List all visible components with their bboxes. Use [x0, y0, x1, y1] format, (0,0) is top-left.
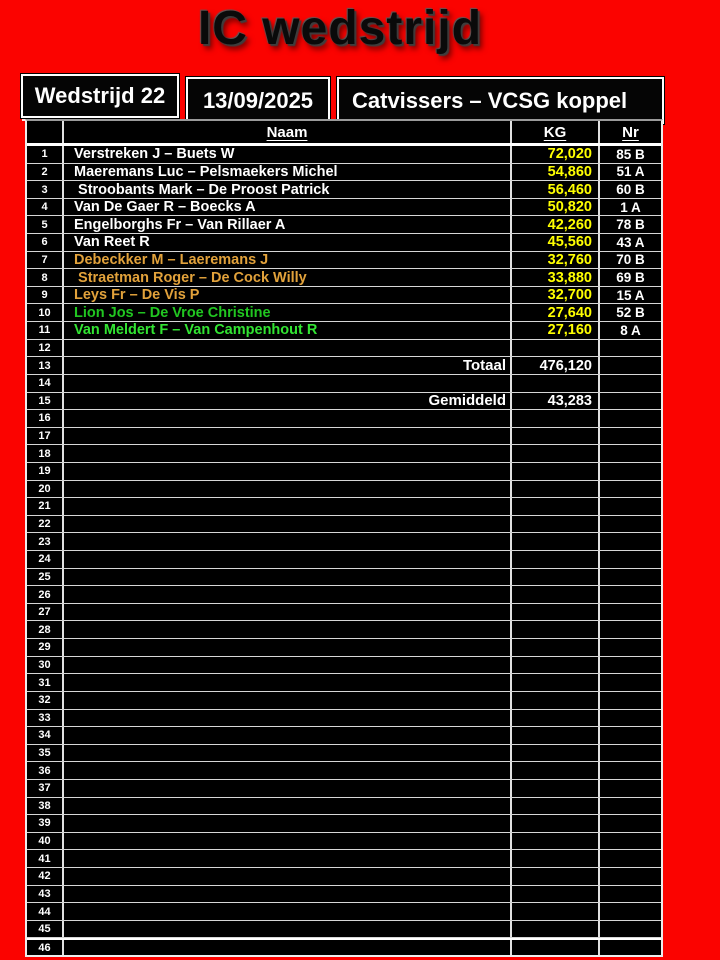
table-row — [27, 269, 661, 287]
kg-cell: 27,640 — [512, 304, 600, 321]
row-number-cell: 41 — [27, 850, 64, 867]
kg-cell — [512, 586, 600, 603]
kg-cell — [512, 727, 600, 744]
kg-cell: 50,820 — [512, 199, 600, 216]
name-cell — [64, 604, 512, 621]
row-number-cell: 30 — [27, 657, 64, 674]
name-cell — [64, 621, 512, 638]
name-cell — [64, 868, 512, 885]
kg-cell — [512, 445, 600, 462]
table-row — [27, 745, 661, 763]
row-number-cell: 22 — [27, 516, 64, 533]
nr-cell — [600, 903, 661, 920]
name-cell — [64, 410, 512, 427]
kg-cell: 43,283 — [512, 393, 600, 410]
nr-cell — [600, 586, 661, 603]
nr-cell — [600, 410, 661, 427]
row-number-cell: 14 — [27, 375, 64, 392]
table-row — [27, 621, 661, 639]
table-row — [27, 533, 661, 551]
nr-cell — [600, 604, 661, 621]
name-cell — [64, 780, 512, 797]
name-cell: Lion Jos – De Vroe Christine — [64, 304, 512, 321]
table-row — [27, 762, 661, 780]
table-row — [27, 322, 661, 340]
nr-cell — [600, 850, 661, 867]
name-cell: Van Reet R — [64, 234, 512, 251]
table-row — [27, 551, 661, 569]
row-number-cell: 3 — [27, 181, 64, 198]
kg-cell: 45,560 — [512, 234, 600, 251]
kg-cell: 56,460 — [512, 181, 600, 198]
nr-cell — [600, 428, 661, 445]
nr-cell: 51 A — [616, 164, 645, 180]
kg-cell — [512, 569, 600, 586]
kg-cell — [512, 710, 600, 727]
name-cell — [64, 850, 512, 867]
table-row — [27, 798, 661, 816]
row-number-cell: 42 — [27, 868, 64, 885]
kg-cell — [512, 551, 600, 568]
kg-cell — [512, 762, 600, 779]
header-nr: Nr — [622, 123, 639, 141]
row-number-cell: 31 — [27, 674, 64, 691]
table-row — [27, 815, 661, 833]
nr-cell — [600, 868, 661, 885]
row-number-cell: 4 — [27, 199, 64, 216]
row-number-cell: 27 — [27, 604, 64, 621]
row-number-cell: 13 — [27, 357, 64, 374]
kg-cell — [512, 516, 600, 533]
table-row — [27, 938, 661, 956]
name-cell — [64, 463, 512, 480]
table-row — [27, 357, 661, 375]
table-row — [27, 586, 661, 604]
row-number-cell: 28 — [27, 621, 64, 638]
row-number-cell: 6 — [27, 234, 64, 251]
name-cell — [64, 921, 512, 938]
results-table — [25, 119, 663, 957]
table-row — [27, 463, 661, 481]
name-cell — [64, 498, 512, 515]
header-rownum — [27, 121, 64, 143]
row-number-cell: 8 — [27, 269, 64, 286]
table-row — [27, 674, 661, 692]
table-row — [27, 516, 661, 534]
name-cell — [64, 375, 512, 392]
table-row — [27, 287, 661, 305]
kg-cell — [512, 850, 600, 867]
name-cell — [64, 674, 512, 691]
kg-cell: 32,700 — [512, 287, 600, 304]
kg-cell: 42,260 — [512, 216, 600, 233]
kg-cell — [512, 780, 600, 797]
name-cell: Verstreken J – Buets W — [64, 146, 512, 163]
nr-cell — [600, 357, 661, 374]
row-number-cell: 21 — [27, 498, 64, 515]
name-cell: Straetman Roger – De Cock Willy — [64, 269, 512, 286]
kg-cell: 32,760 — [512, 252, 600, 269]
row-number-cell: 45 — [27, 921, 64, 938]
kg-cell — [512, 798, 600, 815]
row-number-cell: 5 — [27, 216, 64, 233]
kg-cell — [512, 815, 600, 832]
name-cell: Van De Gaer R – Boecks A — [64, 199, 512, 216]
row-number-cell: 26 — [27, 586, 64, 603]
table-row — [27, 833, 661, 851]
name-cell — [64, 569, 512, 586]
row-number-cell: 20 — [27, 481, 64, 498]
kg-cell — [512, 498, 600, 515]
kg-cell — [512, 410, 600, 427]
row-number-cell: 25 — [27, 569, 64, 586]
name-cell — [64, 428, 512, 445]
table-row — [27, 780, 661, 798]
row-number-cell: 33 — [27, 710, 64, 727]
name-cell: Maeremans Luc – Pelsmaekers Michel — [64, 164, 512, 181]
name-cell: Van Meldert F – Van Campenhout R — [64, 322, 512, 339]
nr-cell: 78 B — [616, 217, 645, 233]
name-cell — [64, 903, 512, 920]
nr-cell — [600, 674, 661, 691]
nr-cell — [600, 940, 661, 955]
nr-cell — [600, 463, 661, 480]
row-number-cell: 38 — [27, 798, 64, 815]
kg-cell — [512, 692, 600, 709]
row-number-cell: 44 — [27, 903, 64, 920]
table-row — [27, 692, 661, 710]
name-cell — [64, 762, 512, 779]
nr-cell — [600, 921, 661, 938]
name-cell — [64, 340, 512, 357]
nr-cell — [600, 621, 661, 638]
nr-cell: 1 A — [620, 199, 641, 215]
nr-cell — [600, 886, 661, 903]
kg-cell — [512, 674, 600, 691]
table-row — [27, 657, 661, 675]
nr-cell — [600, 745, 661, 762]
name-cell — [64, 745, 512, 762]
table-row — [27, 252, 661, 270]
table-row — [27, 727, 661, 745]
row-number-cell: 11 — [27, 322, 64, 339]
nr-cell — [600, 551, 661, 568]
nr-cell — [600, 516, 661, 533]
name-cell: Totaal — [64, 357, 512, 374]
kg-cell: 476,120 — [512, 357, 600, 374]
nr-cell: 69 B — [616, 270, 645, 286]
kg-cell — [512, 340, 600, 357]
club-event-box — [337, 77, 664, 124]
nr-cell — [600, 727, 661, 744]
name-cell: Leys Fr – De Vis P — [64, 287, 512, 304]
nr-cell — [600, 833, 661, 850]
row-number-cell: 17 — [27, 428, 64, 445]
table-row — [27, 393, 661, 411]
page-title: IC wedstrijd — [197, 2, 483, 55]
table-row — [27, 234, 661, 252]
name-cell — [64, 639, 512, 656]
table-row — [27, 340, 661, 358]
nr-cell — [600, 815, 661, 832]
table-header-row — [27, 121, 661, 146]
name-cell — [64, 833, 512, 850]
name-cell — [64, 798, 512, 815]
nr-cell — [600, 692, 661, 709]
name-cell — [64, 586, 512, 603]
nr-cell — [600, 657, 661, 674]
kg-cell — [512, 463, 600, 480]
table-row — [27, 199, 661, 217]
table-row — [27, 604, 661, 622]
match-number-label: Wedstrijd 22 — [34, 83, 166, 108]
table-row — [27, 146, 661, 164]
name-cell: Debeckker M – Laeremans J — [64, 252, 512, 269]
nr-cell: 8 A — [620, 322, 641, 338]
row-number-cell: 46 — [27, 940, 64, 955]
kg-cell — [512, 940, 600, 955]
kg-cell — [512, 428, 600, 445]
kg-cell — [512, 833, 600, 850]
nr-cell — [600, 780, 661, 797]
row-number-cell: 10 — [27, 304, 64, 321]
name-cell — [64, 886, 512, 903]
row-number-cell: 24 — [27, 551, 64, 568]
row-number-cell: 43 — [27, 886, 64, 903]
results-table-body — [27, 146, 661, 956]
table-row — [27, 410, 661, 428]
row-number-cell: 15 — [27, 393, 64, 410]
nr-cell: 60 B — [616, 182, 645, 198]
name-cell: Gemiddeld — [64, 393, 512, 410]
kg-cell: 72,020 — [512, 146, 600, 163]
nr-cell — [600, 762, 661, 779]
nr-cell: 52 B — [616, 305, 645, 321]
kg-cell — [512, 921, 600, 938]
row-number-cell: 29 — [27, 639, 64, 656]
kg-cell — [512, 868, 600, 885]
table-row — [27, 921, 661, 939]
kg-cell — [512, 533, 600, 550]
date-box — [186, 77, 330, 124]
header-kg: KG — [512, 121, 600, 143]
nr-cell — [600, 498, 661, 515]
table-row — [27, 710, 661, 728]
club-event-label: Catvissers – VCSG koppel — [352, 87, 628, 113]
name-cell: Stroobants Mark – De Proost Patrick — [64, 181, 512, 198]
row-number-cell: 40 — [27, 833, 64, 850]
name-cell — [64, 940, 512, 955]
kg-cell — [512, 375, 600, 392]
kg-cell — [512, 604, 600, 621]
row-number-cell: 23 — [27, 533, 64, 550]
kg-cell: 27,160 — [512, 322, 600, 339]
row-number-cell: 19 — [27, 463, 64, 480]
row-number-cell: 12 — [27, 340, 64, 357]
nr-cell: 43 A — [616, 234, 645, 250]
row-number-cell: 39 — [27, 815, 64, 832]
date-label: 13/09/2025 — [202, 87, 314, 113]
name-cell — [64, 516, 512, 533]
name-cell — [64, 692, 512, 709]
row-number-cell: 7 — [27, 252, 64, 269]
nr-cell — [600, 710, 661, 727]
nr-cell: 70 B — [616, 252, 645, 268]
kg-cell — [512, 745, 600, 762]
name-cell: Engelborghs Fr – Van Rillaer A — [64, 216, 512, 233]
table-row — [27, 886, 661, 904]
nr-cell: 15 A — [616, 287, 645, 303]
nr-cell — [600, 569, 661, 586]
nr-cell — [600, 340, 661, 357]
table-row — [27, 428, 661, 446]
row-number-cell: 37 — [27, 780, 64, 797]
name-cell — [64, 710, 512, 727]
nr-cell — [600, 798, 661, 815]
name-cell — [64, 533, 512, 550]
table-row — [27, 181, 661, 199]
kg-cell: 54,860 — [512, 164, 600, 181]
name-cell — [64, 445, 512, 462]
name-cell — [64, 815, 512, 832]
kg-cell — [512, 886, 600, 903]
name-cell — [64, 727, 512, 744]
kg-cell: 33,880 — [512, 269, 600, 286]
table-row — [27, 903, 661, 921]
kg-cell — [512, 481, 600, 498]
row-number-cell: 35 — [27, 745, 64, 762]
row-number-cell: 18 — [27, 445, 64, 462]
table-row — [27, 569, 661, 587]
kg-cell — [512, 639, 600, 656]
table-row — [27, 375, 661, 393]
row-number-cell: 1 — [27, 146, 64, 163]
nr-cell — [600, 393, 661, 410]
nr-cell — [600, 481, 661, 498]
table-row — [27, 216, 661, 234]
table-row — [27, 304, 661, 322]
row-number-cell: 36 — [27, 762, 64, 779]
match-number-box — [21, 74, 179, 118]
nr-cell: 85 B — [616, 146, 645, 162]
table-row — [27, 164, 661, 182]
row-number-cell: 32 — [27, 692, 64, 709]
table-row — [27, 481, 661, 499]
table-row — [27, 850, 661, 868]
table-row — [27, 868, 661, 886]
nr-cell — [600, 375, 661, 392]
table-row — [27, 639, 661, 657]
table-row — [27, 498, 661, 516]
nr-cell — [600, 533, 661, 550]
header-naam: Naam — [64, 121, 512, 143]
name-cell — [64, 481, 512, 498]
kg-cell — [512, 903, 600, 920]
nr-cell — [600, 639, 661, 656]
nr-cell — [600, 445, 661, 462]
table-row — [27, 445, 661, 463]
kg-cell — [512, 621, 600, 638]
row-number-cell: 34 — [27, 727, 64, 744]
name-cell — [64, 657, 512, 674]
row-number-cell: 2 — [27, 164, 64, 181]
kg-cell — [512, 657, 600, 674]
row-number-cell: 16 — [27, 410, 64, 427]
name-cell — [64, 551, 512, 568]
row-number-cell: 9 — [27, 287, 64, 304]
